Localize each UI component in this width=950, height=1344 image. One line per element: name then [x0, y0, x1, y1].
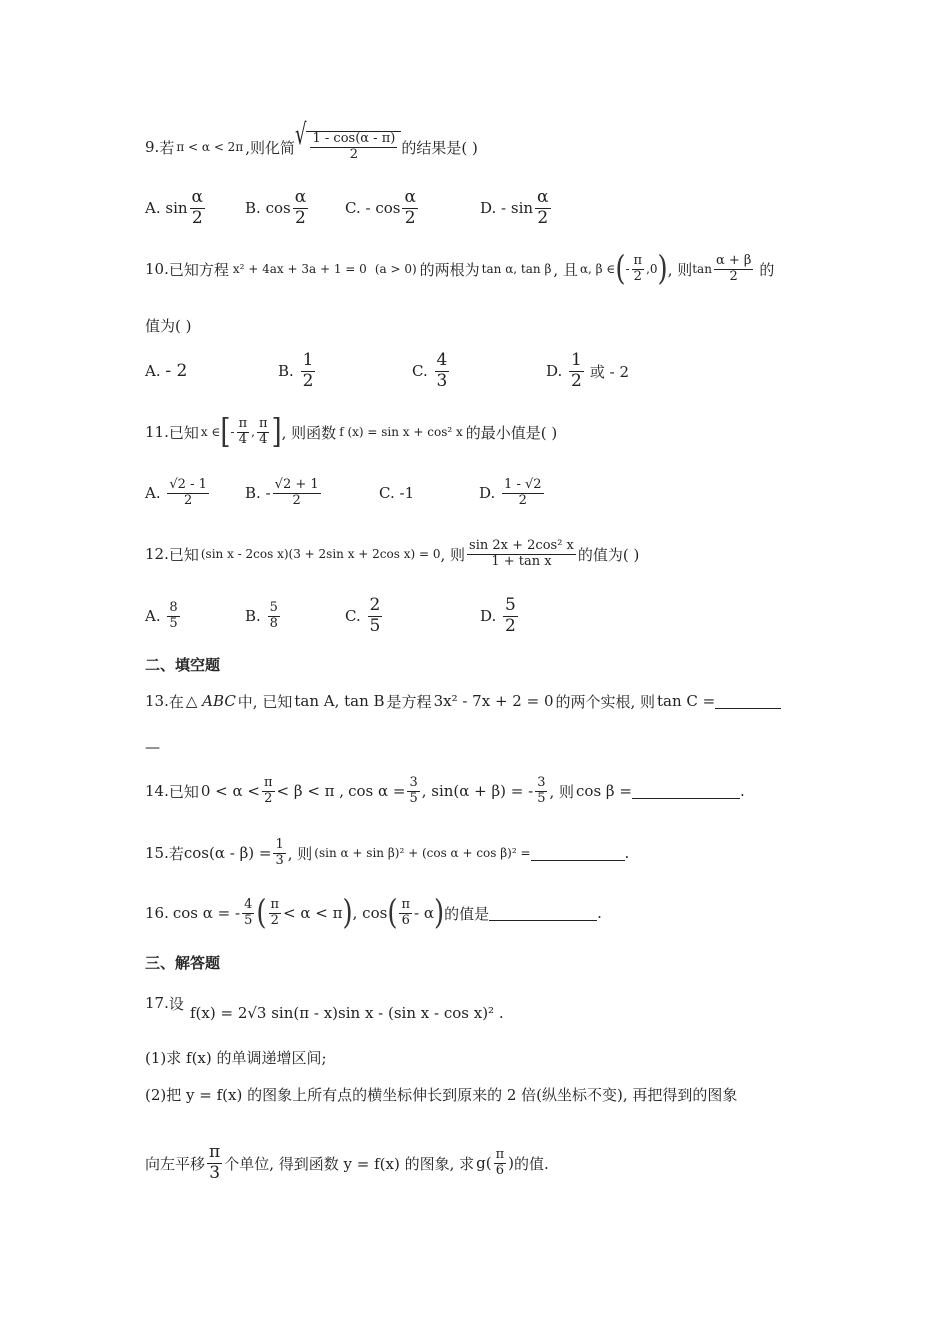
option-a: A. sin $\frac{\alpha}{2}$ — [145, 186, 204, 228]
section-heading-fill-blank: 二、填空题 — [145, 655, 221, 674]
question-10: 10. 已知方程 x² + 4ax + 3a + 1 = 0 (a > 0) 的两根为 tan α, tan β , 且 α, β ∈ ( - $\frac{\pi}{2}$ ,0 ) , 则 tan $\frac{\alpha + \beta}{2}$ 的 — [145, 249, 775, 289]
answer-blank[interactable] — [489, 906, 597, 921]
question-11-options — [145, 476, 546, 508]
option-b: B. cos $\frac{\alpha}{2}$ — [245, 186, 307, 228]
answer-blank[interactable] — [531, 846, 625, 861]
option-b: B. $\frac{5}{8}$ — [245, 599, 278, 631]
option-b: B. - $\frac{√2 + 1}{2}$ — [245, 476, 319, 508]
question-11: 11. 已知 x ∈ [ - $\frac{\pi}{4}$ , $\frac{\pi}{4}$ ] , 则函数 f (x) = sin x + cos² x 的最小值是( ) — [145, 412, 558, 452]
question-10-line2: 值为( ) — [145, 316, 192, 335]
answer-blank[interactable] — [715, 694, 781, 709]
question-9: 9. 若 π < α < 2π ,则化简 √ $\frac{1 - \cos(\alpha - \pi)}{2}$ 的结果是( ) — [145, 118, 478, 162]
question-12-options — [145, 594, 520, 636]
option-c: C. $\frac{2}{5}$ — [345, 594, 381, 636]
option-d: D. $\frac{1 - √2}{2}$ — [479, 476, 542, 508]
question-17: 17. 设 — [145, 994, 184, 1013]
question-13-line2: — — [145, 738, 160, 756]
question-13: 13. 在 △ ABC 中, 已知 tan A, tan B 是方程 3x² - 7x + 2 = 0 的两个实根, 则 tan C = — [145, 688, 781, 714]
section-heading-solutions: 三、解答题 — [145, 953, 221, 972]
option-d: D. $\frac{1}{2}$ 或 - 2 — [546, 349, 630, 391]
question-9-options — [145, 186, 553, 228]
question-17-part3: 向左平移 $\frac{\pi}{3}$ 个单位, 得到函数 y = f(x) 的图象, 求 g( $\frac{\pi}{6}$ ) 的值. — [145, 1141, 549, 1183]
question-15: 15. 若 cos(α - β) = $\frac{1}{3}$ , 则 (sin α + sin β)² + (cos α + cos β)² = . — [145, 836, 630, 868]
question-14: 14. 已知 0 < α < $\frac{\pi}{2}$ < β < π , cos α = $\frac{3}{5}$ , sin(α + β) = - $\frac{3}{5}$ , 则 cos β = . — [145, 774, 745, 806]
question-10-options — [145, 349, 630, 391]
answer-blank[interactable] — [632, 784, 740, 799]
question-17-part1: (1)求 f(x) 的单调递增区间; — [145, 1048, 327, 1067]
question-17-part2: (2)把 y = f(x) 的图象上所有点的横坐标伸长到原来的 2 倍(纵坐标不变), 再把得到的图象 — [145, 1085, 738, 1104]
radical: √ $\frac{1 - \cos(\alpha - \pi)}{2}$ — [295, 131, 401, 163]
question-17-function: f(x) = 2√3 sin(π - x)sin x - (sin x - cos x)² . — [190, 1004, 504, 1022]
option-d: D. $\frac{5}{2}$ — [480, 594, 516, 636]
option-c: C. - cos $\frac{\alpha}{2}$ — [345, 186, 416, 228]
option-a: A. $\frac{8}{5}$ — [145, 599, 178, 631]
question-12: 12. 已知 (sin x - 2cos x)(3 + 2sin x + 2cos x) = 0 , 则 $\frac{\text{sin 2x + 2cos² x}}{\text{1 + tan x}}$ 的值为( ) — [145, 537, 640, 569]
question-16: 16. cos α = - $\frac{4}{5}$ ( $\frac{\pi}{2}$ < α < π ) , cos ( $\frac{\pi}{6}$ - α ) 的值是 . — [145, 893, 602, 933]
option-c: C. -1 — [379, 484, 415, 502]
option-d: D. - sin $\frac{\alpha}{2}$ — [480, 186, 549, 228]
option-b: B. $\frac{1}{2}$ — [278, 349, 314, 391]
option-c: C. $\frac{4}{3}$ — [412, 349, 448, 391]
option-a: A. $\frac{√2 - 1}{2}$ — [145, 476, 207, 508]
option-a: A. - 2 — [145, 361, 188, 381]
